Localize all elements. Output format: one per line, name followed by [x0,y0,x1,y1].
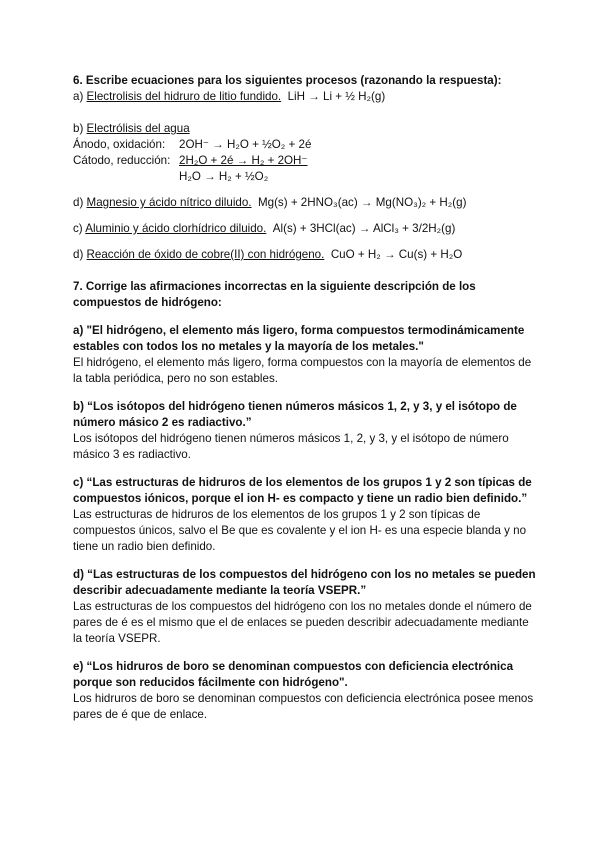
q6-a-equation: LiH → Li + ½ H₂(g) [287,90,386,103]
catodo-label: Cátodo, reducción: [73,154,171,167]
anodo-equation: 2OH⁻ → H₂O + ½O₂ + 2é [179,138,312,151]
q7-a-statement: a) "El hidrógeno, el elemento más ligero, forma compuestos termodinámicamente estables con todos los no metales y la mayoría de los metales." [73,324,525,353]
q7-title: 7. Corrige las afirmaciones incorrectas en la siguiente descripción de los compuestos de hidrógeno: [73,280,476,309]
q7-a-answer: El hidrógeno, el elemento más ligero, forma compuestos con la mayoría de elementos de la tabla periódica, pero no son estables. [73,356,532,385]
q6-c-label: c) [73,222,86,235]
q6-d-label: d) [73,196,87,209]
q7-b-statement: b) “Los isótopos del hidrógeno tienen números másicos 1, 2, y 3, y el isótopo de número másico 2 es radiactivo.” [73,400,517,429]
q7-item-c [73,475,540,555]
q7-item-b [73,399,540,463]
q6-global-row [73,169,540,185]
q6-d2-label: d) [73,248,87,261]
q7-c-answer: Las estructuras de hidruros de los elementos de los grupos 1 y 2 son típicas de compuestos únicos, salvo el Be que es covalente y el ion H- es una especie blanda y no tiene un radio bien definido. [73,508,527,553]
q7-c-statement: c) “Las estructuras de hidruros de los elementos de los grupos 1 y 2 son típicas de compuestos iónicos, porque el ion H- es compacto y tiene un radio bien definido.” [73,476,532,505]
q6-catodo-row [73,153,540,169]
catodo-equation: 2H₂O + 2é → H₂ + 2OH⁻ [179,154,308,167]
q7-item-a [73,323,540,387]
q7-d-statement: d) “Las estructuras de los compuestos del hidrógeno con los no metales se pueden describir adecuadamente mediante la teoría VSEPR.” [73,568,536,597]
q6-item-a [73,89,540,105]
q6-anodo-row [73,137,540,153]
anodo-label: Ánodo, oxidación: [73,138,166,151]
q6-c-equation: Al(s) + 3HCl(ac) → AlCl₃ + 3/2H₂(g) [272,222,456,235]
q6-b-text: Electrólisis del agua [86,122,190,135]
q6-item-c [73,221,540,237]
q6-d2-equation: CuO + H₂ → Cu(s) + H₂O [330,248,463,261]
q6-c-text: Aluminio y ácido clorhídrico diluido. [85,222,267,235]
q6-item-d2 [73,247,540,263]
q7-e-answer: Los hidruros de boro se denominan compuestos con deficiencia electrónica posee menos pares de é que de enlace. [73,692,534,721]
q6-item-d [73,195,540,211]
q6-item-b [73,121,540,137]
q6-d-equation: Mg(s) + 2HNO₃(ac) → Mg(NO₃)₂ + H₂(g) [257,196,467,209]
q7-item-e [73,659,540,723]
q6-a-label: a) [73,90,87,103]
q6-a-text: Electrolisis del hidruro de litio fundido. [86,90,282,103]
q6-title: 6. Escribe ecuaciones para los siguientes procesos (razonando la respuesta): [73,74,502,87]
q7-item-d [73,567,540,647]
q7-b-answer: Los isótopos del hidrógeno tienen números másicos 1, 2, y 3, y el isótopo de número másico 3 es radiactivo. [73,432,509,461]
q6-d2-text: Reacción de óxido de cobre(II) con hidrógeno. [86,248,325,261]
q7-d-answer: Las estructuras de los compuestos del hidrógeno con los no metales donde el número de pares de é es el mismo que el de enlaces se pueden describir adecuadamente mediante la teoría VSEPR. [73,600,532,645]
global-equation: H₂O → H₂ + ½O₂ [179,170,269,183]
q6-b-label: b) [73,122,87,135]
q7-e-statement: e) “Los hidruros de boro se denominan compuestos con deficiencia electrónica porque son reducidos fácilmente con hidrógeno". [73,660,514,689]
q6-d-text: Magnesio y ácido nítrico diluido. [86,196,252,209]
